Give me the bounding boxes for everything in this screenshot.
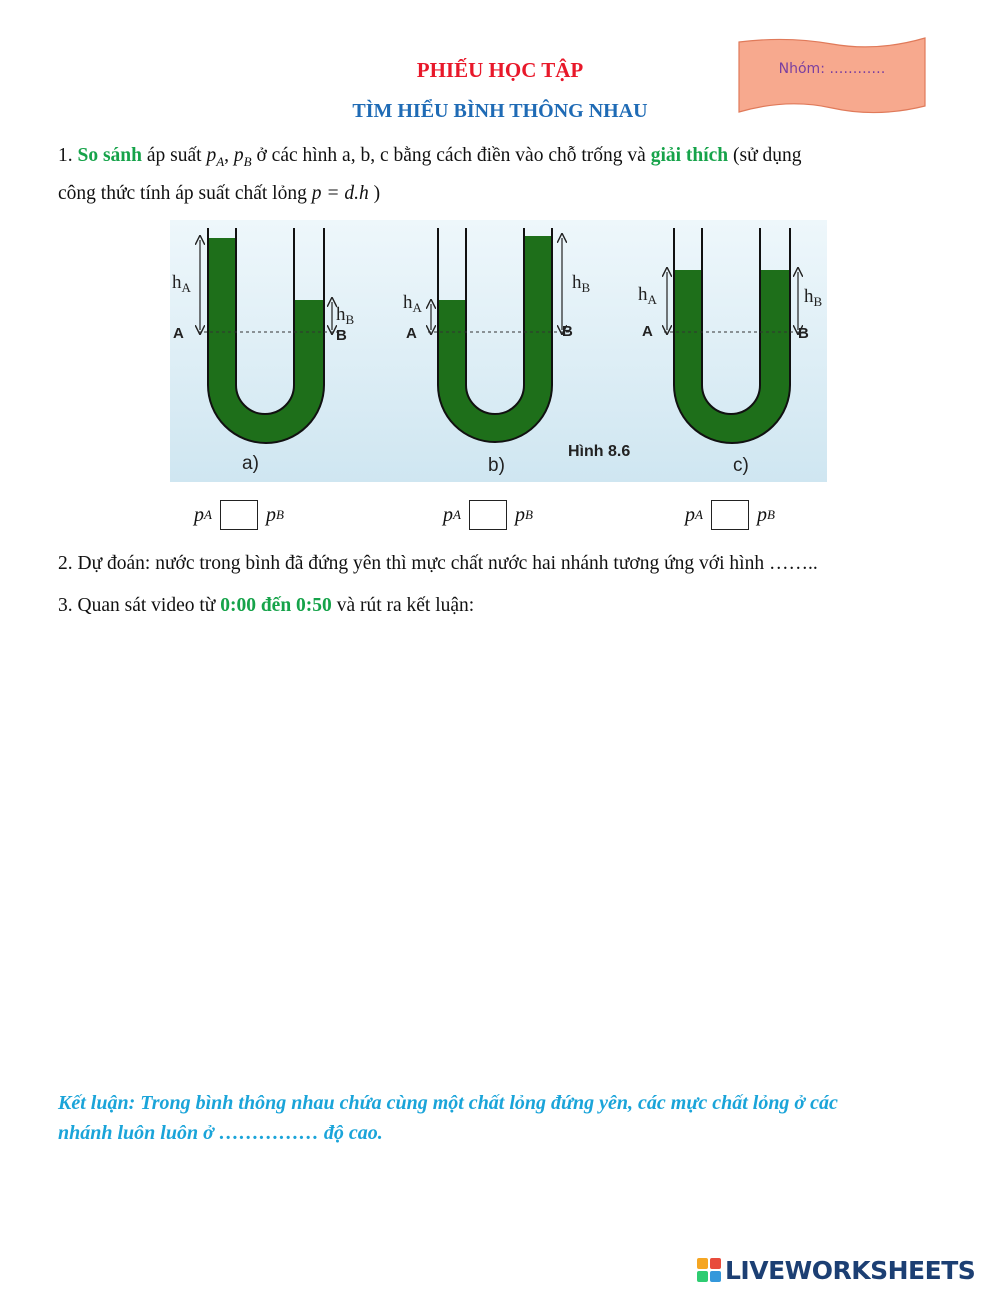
tube-c-B-label: B — [798, 325, 809, 342]
liveworksheets-logo-icon — [697, 1258, 721, 1282]
q1-number: 1. — [58, 145, 73, 166]
tube-b-hA-label: $h_A$ — [403, 292, 422, 315]
compare-b-pB: p — [514, 503, 525, 526]
question-3 — [58, 590, 958, 622]
group-tag — [737, 36, 927, 116]
q1-keyword-explain: giải thích — [650, 145, 729, 166]
q1-pB: p — [233, 145, 244, 166]
tube-c-hA-label: $h_A$ — [638, 284, 657, 307]
tube-c-A-label: A — [642, 323, 653, 340]
q1-line-2: công thức tính áp suất chất lỏng — [58, 182, 312, 204]
compare-b-pB-sub: B — [524, 507, 533, 522]
q1-text-3: (sử dụng — [728, 145, 802, 166]
conclusion-line-1: Kết luận: Trong bình thông nhau chứa cùng một chất lỏng đứng yên, các mực chất lỏng ở các — [58, 1092, 838, 1114]
q3-text-1: 3. Quan sát video từ — [58, 595, 221, 616]
compare-c-pA-sub: A — [695, 507, 703, 522]
q1-pA-sub: A — [216, 153, 225, 169]
compare-a-answer-box[interactable] — [220, 500, 258, 530]
tube-b-B-label: B — [562, 323, 573, 340]
q1-pB-sub: B — [243, 153, 252, 169]
q1-pA: p — [206, 145, 217, 166]
tube-b-hB-label: $h_B$ — [572, 272, 591, 295]
panel-label-a: a) — [242, 453, 259, 474]
compare-b-pA-sub: A — [453, 507, 461, 522]
compare-a-pB: p — [265, 503, 276, 526]
tube-a-hA-label: $h_A$ — [172, 272, 191, 295]
compare-a — [194, 500, 284, 530]
tube-a-B-label: B — [336, 327, 347, 344]
q3-text-2: và rút ra kết luận: — [331, 595, 475, 616]
u-tube-diagram — [170, 220, 827, 482]
compare-b-answer-box[interactable] — [469, 500, 507, 530]
compare-a-pB-sub: B — [275, 507, 284, 522]
compare-a-pA: p — [194, 503, 204, 526]
q1-keyword-compare: So sánh — [77, 145, 142, 166]
figure-caption: Hình 8.6 — [568, 443, 631, 460]
compare-c-answer-box[interactable] — [711, 500, 749, 530]
tube-a-hB-label: $h_B$ — [336, 304, 355, 327]
u-tube-figure — [170, 220, 827, 482]
liveworksheets-wordmark: LIVEWORKSHEETS — [725, 1255, 976, 1285]
q1-comma: , — [224, 145, 234, 166]
q3-time-range: 0:00 đến 0:50 — [220, 595, 332, 616]
tube-c-hB-label: $h_B$ — [804, 286, 823, 309]
compare-c-pB: p — [756, 503, 767, 526]
compare-b — [443, 500, 533, 530]
panel-label-b: b) — [488, 455, 505, 476]
compare-c-pB-sub: B — [766, 507, 775, 522]
conclusion — [58, 1088, 958, 1148]
page-subtitle: TÌM HIỂU BÌNH THÔNG NHAU — [352, 100, 648, 122]
liveworksheets-brand — [697, 1252, 997, 1288]
q1-close: ) — [368, 182, 381, 204]
group-field[interactable]: Nhóm: ………… — [778, 61, 886, 77]
compare-c-pA: p — [685, 503, 695, 526]
q1-text-2: ở các hình a, b, c bằng cách điền vào chỗ trống và — [251, 145, 651, 166]
tube-b-A-label: A — [406, 325, 417, 342]
panel-label-c: c) — [733, 455, 749, 476]
q1-formula: p = d.h — [311, 182, 369, 204]
q1-text-1: áp suất — [142, 145, 207, 166]
compare-a-pA-sub: A — [204, 507, 212, 522]
question-1 — [58, 140, 958, 210]
compare-c — [685, 500, 775, 530]
conclusion-line-2: nhánh luôn luôn ở …………… độ cao. — [58, 1122, 383, 1144]
tube-a-A-label: A — [173, 325, 184, 342]
question-2: 2. Dự đoán: nước trong bình đã đứng yên thì mực chất nước hai nhánh tương ứng với hình …….. — [58, 553, 818, 574]
compare-b-pA: p — [443, 503, 453, 526]
page-title: PHIẾU HỌC TẬP — [416, 58, 584, 82]
